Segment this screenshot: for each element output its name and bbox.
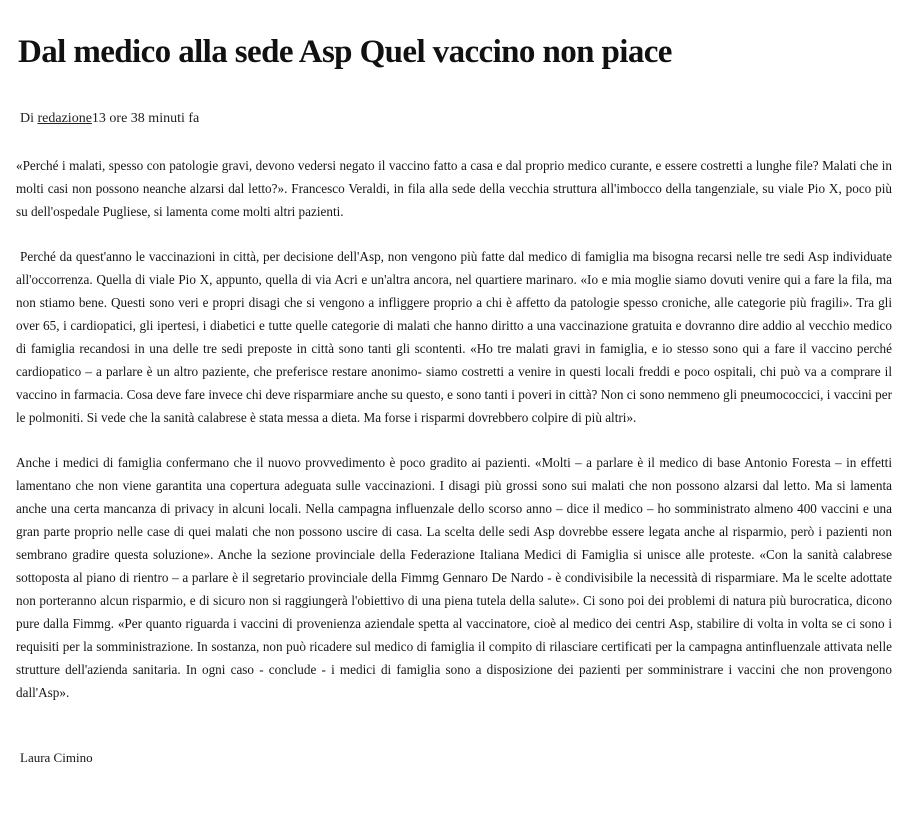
publish-time: 13 ore 38 minuti fa — [91, 111, 200, 126]
article-paragraph-1: «Perché i malati, spesso con patologie gravi, devono vedersi negato il vaccino fatto a casa e dal proprio medico curante, e essere costretti a lunghe file? Malati che in molti casi non possono neanche alzarsi dal letto?». Francesco Veraldi, in fila alla sede della vecchia struttura all'imbocco della tangenziale, su viale Pio X, poco più su dell'ospedale Pugliese, si lamenta come molti altri pazienti. — [16, 158, 892, 219]
author-link[interactable]: redazione — [37, 111, 92, 126]
article-paragraph-2: Perché da quest'anno le vaccinazioni in città, per decisione dell'Asp, non vengono più fatte dal medico di famiglia ma bisogna recarsi nelle tre sedi Asp individuate all'occorrenza. Quella di viale Pio X, appunto, quella di via Acri e un'altra ancora, nel quartiere marinaro. «Io e mia moglie siamo dovuti venire qui a fare la fila, ma non stiamo bene. Questi sono veri e propri disagi che si vengono a infliggere proprio a chi è affetto da patologie spesso croniche, alle categorie più fragili». Tra gli over 65, i cardiopatici, gli ipertesi, i diabetici e tutte quelle categorie di malati che hanno diritto a una vaccinazione gratuita e dovranno dire addio al vecchio medico di famiglia recandosi in una delle tre sedi preposte in città sono tanti gli scontenti. «Ho tre malati gravi in famiglia, e io stesso sono qui a fare il vaccino perché cardiopatico – a parlare è un altro paziente, che preferisce restare anonimo- siamo costretti a venire in questi locali freddi e poco ospitali, chi può va a comprare il vaccino in farmacia. Cosa deve fare invece chi deve risparmiare anche su questo, e sono tanti i poveri in città? Non ci sono nemmeno gli pneumococcici, i vaccini per le polmoniti. Si vede che la sanità calabrese è stata messa a dieta. Ma forse i risparmi dovrebbero colpire di più altri». — [16, 249, 892, 425]
byline — [20, 109, 199, 129]
article-paragraph-3: Anche i medici di famiglia confermano che il nuovo provvedimento è poco gradito ai pazienti. «Molti – a parlare è il medico di base Antonio Foresta – in effetti lamentano che non viene garantita una copertura adeguata sulle vaccinazioni. I disagi più grossi sono sui malati che non possono alzarsi dal letto. Ma si lamenta anche una certa mancanza di privacy in alcuni locali. Nella campagna influenzale dello scorso anno – dice il medico – ho somministrato almeno 400 vaccini e una gran parte proprio nelle case di quei malati che non possono uscire di casa. La scelta delle sedi Asp dovrebbe essere legata anche al risparmio, però i pazienti non sembrano gradire questa soluzione». Anche la sezione provinciale della Federazione Italiana Medici di Famiglia si unisce alle proteste. «Con la sanità calabrese sottoposta al piano di rientro – a parlare è il segretario provinciale della Fimmg Gennaro De Nardo - è condivisibile la necessità di risparmiare. Ma le scelte adottate non porteranno alcun risparmio, e di sicuro non si raggiungerà l'obiettivo di una piena tutela della salute». Ci sono poi dei problemi di natura più burocratica, dicono pure dalla Fimmg. «Per quanto riguarda i vaccini di provenienza aziendale spetta al vaccinatore, cioè al medico dei centri Asp, stabilire di volta in volta se ci sono i requisiti per la somministrazione. In sostanza, non può ricadere sul medico di famiglia il compito di rilasciare certificati per la campagna antinfluenzale attivata nelle strutture dell'azienda sanitaria. In ogni caso - conclude - i medici di famiglia sono a disposizione dei pazienti per somministrare i vaccini che non provengono dall'Asp». — [16, 455, 892, 700]
author-signature: Laura Cimino — [20, 750, 93, 765]
byline-prefix: Di — [20, 111, 38, 126]
article-title: Dal medico alla sede Asp Quel vaccino non piace — [18, 34, 672, 70]
